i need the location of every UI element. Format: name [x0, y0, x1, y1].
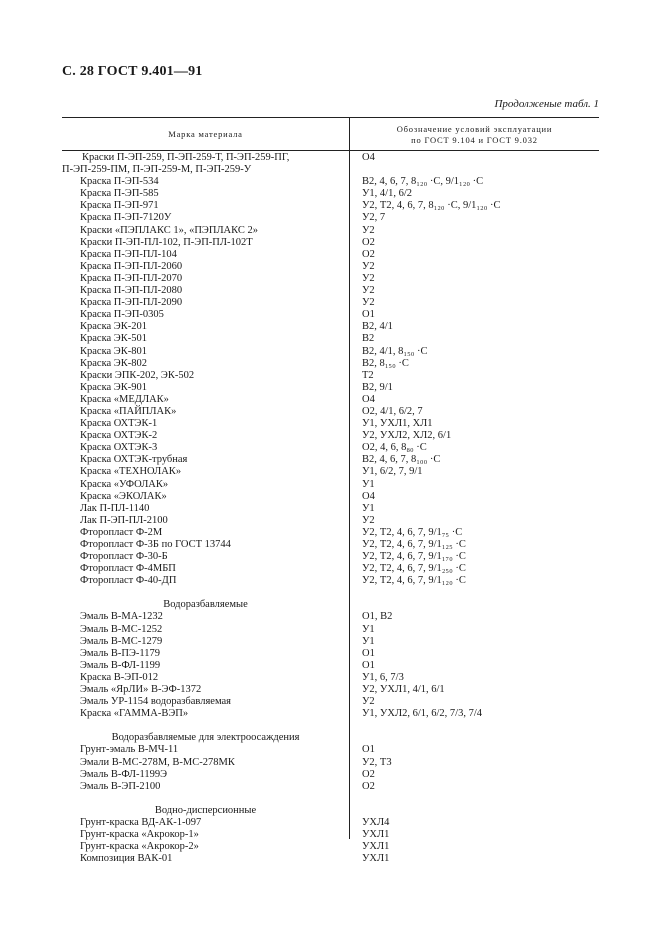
material-name: Краска В-ЭП-012	[80, 671, 159, 683]
material-name	[62, 152, 360, 176]
table-row	[62, 636, 599, 648]
operating-conditions: О4	[362, 393, 375, 405]
table-row	[62, 551, 599, 563]
table-row	[62, 454, 599, 466]
material-name: Краска «ПАЙПЛАК»	[80, 405, 177, 417]
table-row	[62, 333, 599, 345]
material-name: Эмаль УР-1154 водоразбавляемая	[80, 696, 232, 708]
material-name: Грунт-эмаль В-МЧ-11	[80, 744, 179, 756]
material-name: Краска П-ЭП-0305	[80, 309, 164, 321]
table-row	[62, 261, 599, 273]
table-row	[62, 285, 599, 297]
section-heading: Водно-дисперсионные	[154, 804, 257, 816]
table-row	[62, 817, 599, 829]
page-reference: С. 28 ГОСТ 9.401—91	[62, 64, 203, 79]
material-name: Грунт-краска «Акрокор-2»	[80, 841, 199, 853]
material-name: Краска П-ЭП-7120У	[80, 212, 172, 224]
operating-conditions: В2, 8₁₅₀ ·С	[362, 357, 409, 369]
operating-conditions: У1, 6, 7/3	[362, 671, 404, 683]
material-name: Краски «ПЭПЛАКС 1», «ПЭПЛАКС 2»	[80, 224, 259, 236]
operating-conditions: О1	[362, 744, 375, 756]
operating-conditions: УХЛ1	[362, 828, 390, 840]
operating-conditions: О2	[362, 248, 375, 260]
table-row	[62, 200, 599, 212]
operating-conditions: О1, В2	[362, 611, 393, 623]
operating-conditions: У2, УХЛ2, ХЛ2, 6/1	[362, 430, 452, 442]
operating-conditions: У1, УХЛ1, ХЛ1	[362, 418, 433, 430]
operating-conditions: У1	[362, 478, 375, 490]
operating-conditions: У1, 4/1, 6/2	[362, 188, 413, 200]
operating-conditions: О2, 4/1, 6/2, 7	[362, 405, 423, 417]
column-header-material: Марка материала	[168, 128, 243, 139]
material-name: Эмаль В-ПЭ-1179	[80, 647, 161, 659]
operating-conditions: О2, 4, 6, 8₈₀ ·С	[362, 442, 427, 454]
material-name: Краска П-ЭП-ПЛ-2060	[80, 260, 183, 272]
table-row	[62, 648, 599, 660]
operating-conditions: О2	[362, 780, 375, 792]
table-row	[62, 672, 599, 684]
material-name: Краска ЭК-501	[80, 333, 147, 345]
operating-conditions: У2, Т2, 4, 6, 7, 9/1₁₂₅ ·С	[362, 539, 466, 550]
operating-conditions: У1, УХЛ2, 6/1, 6/2, 7/3, 7/4	[362, 708, 482, 720]
table-row	[62, 515, 599, 527]
table-row	[62, 418, 599, 430]
material-name: Фторопласт Ф-30-Б	[80, 551, 168, 563]
material-name: Эмаль В-ФЛ-1199	[80, 659, 161, 671]
material-name: Краска П-ЭП-ПЛ-2090	[80, 297, 183, 309]
operating-conditions: В2, 4/1, 8₁₅₀ ·С	[362, 345, 428, 357]
section-gap	[62, 720, 599, 732]
operating-conditions: О1	[362, 647, 375, 659]
material-name-line: Краски П-ЭП-259, П-ЭП-259-Т, П-ЭП-259-ПГ,	[82, 152, 290, 163]
operating-conditions: В2	[362, 333, 375, 345]
table-row	[62, 273, 599, 285]
operating-conditions: У1	[362, 635, 375, 647]
material-name: Краска ЭК-901	[80, 381, 147, 393]
material-name: Краска «ГАММА-ВЭП»	[80, 708, 189, 720]
operating-conditions: У1	[362, 623, 375, 635]
material-name: Эмаль В-МС-1252	[80, 623, 163, 635]
table-row	[62, 346, 599, 358]
table-row	[62, 841, 599, 853]
operating-conditions: УХЛ1	[362, 853, 390, 865]
operating-conditions: О2	[362, 236, 375, 248]
material-name: Краски П-ЭП-ПЛ-102, П-ЭП-ПЛ-102Т	[80, 236, 253, 248]
table-row	[62, 527, 599, 539]
material-name: Краска ЭК-201	[80, 321, 147, 333]
table-row	[62, 249, 599, 261]
operating-conditions: У2, Т3	[362, 756, 392, 768]
material-name: Краска ОХТЭК-2	[80, 430, 158, 442]
table-row	[62, 212, 599, 224]
operating-conditions: У2, Т2, 4, 6, 7, 9/1₇₅ ·С	[362, 526, 463, 538]
operating-conditions: У2, Т2, 4, 6, 7, 8₁₂₀ ·С, 9/1₁₂₀ ·С	[362, 200, 501, 212]
table-row	[62, 829, 599, 841]
operating-conditions: В2, 4/1	[362, 321, 393, 333]
operating-conditions: В2, 4, 6, 7, 8₁₂₀ ·С, 9/1₁₂₀ ·С	[362, 176, 484, 188]
material-name: Краска ОХТЭК-трубная	[80, 454, 188, 466]
material-name: Краска «ТЕХНОЛАК»	[80, 466, 182, 478]
material-name-line: П-ЭП-259-ПМ, П-ЭП-259-М, П-ЭП-259-У	[62, 164, 252, 176]
table-row	[62, 382, 599, 394]
table-row	[62, 853, 599, 865]
material-name: Эмали В-МС-278М, В-МС-278МК	[80, 756, 235, 768]
table-row	[62, 479, 599, 491]
operating-conditions: УХЛ1	[362, 841, 390, 853]
material-name: Краска «МЕДЛАК»	[80, 393, 169, 405]
table-row	[62, 406, 599, 418]
material-name: Грунт-краска ВД-АК-1-097	[80, 816, 202, 828]
material-name: Краска П-ЭП-585	[80, 188, 159, 200]
material-name: Фторопласт Ф-3Б по ГОСТ 13744	[80, 539, 231, 550]
material-name: Эмаль В-ФЛ-1199Э	[80, 768, 168, 780]
operating-conditions: У2, Т2, 4, 6, 7, 9/1₁₇₀ ·С	[362, 551, 466, 563]
column-header-conditions-line2: по ГОСТ 9.104 и ГОСТ 9.032	[411, 135, 538, 145]
table-row	[62, 563, 599, 575]
table-row	[62, 358, 599, 370]
material-name: Композиция ВАК-01	[80, 853, 173, 865]
material-name: Краска ЭК-801	[80, 345, 147, 357]
operating-conditions: У2	[362, 285, 375, 297]
operating-conditions: У2, УХЛ1, 4/1, 6/1	[362, 684, 445, 696]
material-name: Краска П-ЭП-ПЛ-2080	[80, 285, 183, 297]
material-name: Эмаль В-МС-1279	[80, 635, 163, 647]
material-name: Краски ЭПК-202, ЭК-502	[80, 369, 195, 381]
operating-conditions: О2	[362, 768, 375, 780]
operating-conditions: О1	[362, 659, 375, 671]
operating-conditions: В2, 9/1	[362, 381, 393, 393]
operating-conditions: О4	[362, 490, 375, 502]
section-gap	[62, 793, 599, 805]
material-name: Эмаль В-ЭП-2100	[80, 780, 161, 792]
table-row	[62, 188, 599, 200]
column-header-conditions	[350, 120, 599, 150]
table-row	[62, 152, 599, 176]
table-row	[62, 611, 599, 623]
operating-conditions: УХЛ4	[362, 816, 390, 828]
material-name: Краска ОХТЭК-1	[80, 418, 158, 430]
table-row	[62, 503, 599, 515]
operating-conditions: Т2	[362, 369, 374, 381]
operating-conditions: У2	[362, 260, 375, 272]
material-name: Эмаль В-МА-1232	[80, 611, 163, 623]
table-row	[62, 394, 599, 406]
material-name: Краска П-ЭП-ПЛ-104	[80, 248, 177, 260]
section-gap	[62, 587, 599, 599]
table-row	[62, 575, 599, 587]
material-name: Краска П-ЭП-534	[80, 176, 159, 188]
table-row	[62, 769, 599, 781]
section-heading: Водоразбавляемые	[163, 599, 248, 611]
table-row	[62, 370, 599, 382]
operating-conditions: О4	[362, 152, 375, 163]
table-row	[62, 430, 599, 442]
table-continuation-note: Продолженые табл. 1	[494, 98, 599, 110]
material-name: Краска «ЭКОЛАК»	[80, 490, 167, 502]
operating-conditions: У1, 6/2, 7, 9/1	[362, 466, 423, 478]
table-row	[62, 539, 599, 551]
material-name: Краска ОХТЭК-3	[80, 442, 158, 454]
table-row	[62, 684, 599, 696]
table-body	[62, 152, 599, 865]
section-heading: Водоразбавляемые для электроосаждения	[111, 732, 300, 744]
operating-conditions: У2	[362, 224, 375, 236]
table-row	[62, 176, 599, 188]
material-name: Фторопласт Ф-2М	[80, 526, 163, 538]
material-name: Краска П-ЭП-ПЛ-2070	[80, 272, 183, 284]
table-row	[62, 442, 599, 454]
table-row	[62, 708, 599, 720]
table-row	[62, 321, 599, 333]
table-row	[62, 696, 599, 708]
material-name: Фторопласт Ф-4МБП	[80, 563, 176, 575]
operating-conditions: О1	[362, 309, 375, 321]
operating-conditions: У2, 7	[362, 212, 386, 224]
material-name: Грунт-краска «Акрокор-1»	[80, 828, 199, 840]
operating-conditions: У1	[362, 502, 375, 514]
material-name: Краска ЭК-802	[80, 357, 147, 369]
operating-conditions: У2	[362, 514, 375, 526]
material-name: Лак П-ЭП-ПЛ-2100	[80, 514, 168, 526]
operating-conditions: У2	[362, 696, 375, 708]
operating-conditions: У2	[362, 272, 375, 284]
operating-conditions: В2, 4, 6, 7, 8₁₀₀ ·С	[362, 454, 441, 466]
table-row	[62, 225, 599, 237]
table-row	[62, 297, 599, 309]
operating-conditions: У2, Т2, 4, 6, 7, 9/1₁₂₀ ·С	[362, 575, 466, 587]
material-name: Эмаль «ЯрЛИ» В-ЭФ-1372	[80, 684, 202, 696]
operating-conditions: У2, Т2, 4, 6, 7, 9/1₂₅₀ ·С	[362, 563, 466, 575]
table-row	[62, 624, 599, 636]
table-row	[62, 491, 599, 503]
material-name: Фторопласт Ф-40-ДП	[80, 575, 177, 587]
table-row	[62, 237, 599, 249]
table-row	[62, 744, 599, 756]
table-row	[62, 757, 599, 769]
header-bottom-rule	[62, 150, 599, 151]
table-row	[62, 781, 599, 793]
operating-conditions: У2	[362, 297, 375, 309]
material-name: Лак П-ПЛ-1140	[80, 502, 150, 514]
table-row	[62, 309, 599, 321]
table-row	[62, 466, 599, 478]
material-name: Краска «УФОЛАК»	[80, 478, 169, 490]
material-name: Краска П-ЭП-971	[80, 200, 159, 212]
column-header-conditions-line1: Обозначение условий эксплуатации	[396, 124, 553, 134]
table-row	[62, 660, 599, 672]
